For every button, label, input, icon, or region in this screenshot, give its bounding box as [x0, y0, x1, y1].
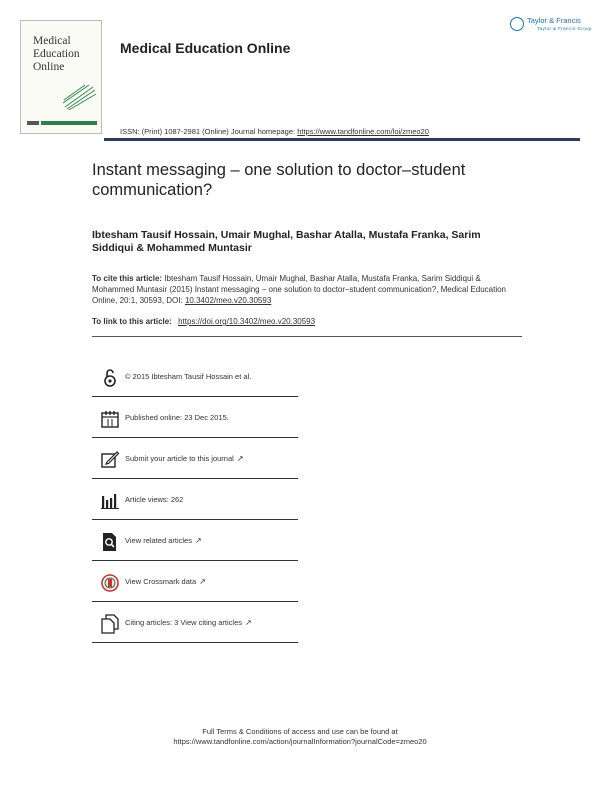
footer-terms-text: Full Terms & Conditions of access and use can be found at	[202, 727, 398, 736]
info-row-related[interactable]	[92, 521, 298, 561]
related-articles-link[interactable]: View related articles	[125, 536, 192, 545]
info-row-citing[interactable]	[92, 603, 298, 643]
info-row-copyright	[92, 357, 298, 397]
journal-cover	[20, 20, 102, 134]
info-row-submit[interactable]	[92, 439, 298, 479]
info-row-views	[92, 480, 298, 520]
cover-bar	[41, 121, 97, 125]
submit-article-link[interactable]: Submit your article to this journal	[125, 454, 234, 463]
info-row-text	[125, 577, 206, 586]
article-authors: Ibtesham Tausif Hossain, Umair Mughal, Bashar Atalla, Mustafa Franka, Sarim Siddiqui & Mohammed Muntasir	[92, 229, 481, 254]
info-row-published	[92, 398, 298, 438]
cover-title-line: Education	[33, 48, 80, 60]
info-row-text: Published online: 23 Dec 2015.	[125, 413, 229, 422]
publisher-logo[interactable]	[510, 15, 590, 35]
section-divider	[92, 336, 522, 337]
info-row-text: © 2015 Ibtesham Tausif Hossain et al.	[125, 372, 252, 381]
issn-text: ISSN: (Print) 1087-2981 (Online) Journal homepage:	[120, 127, 296, 136]
citation-label: To cite this article:	[92, 274, 163, 283]
cover-graphic-icon	[63, 81, 97, 111]
doi-link[interactable]: 10.3402/meo.v20.30593	[184, 296, 272, 305]
article-link-line	[92, 317, 315, 326]
article-link-label: To link to this article:	[92, 317, 172, 326]
external-link-icon: ↗	[199, 577, 206, 586]
article-title: Instant messaging – one solution to doctor–student communication?	[92, 161, 466, 199]
bar-chart-icon	[100, 491, 120, 511]
cover-title	[33, 35, 80, 74]
header-divider	[104, 138, 580, 141]
crossmark-link[interactable]: View Crossmark data	[125, 577, 197, 586]
citing-articles-link[interactable]: Citing articles: 3 View citing articles	[125, 618, 242, 627]
cover-title-line: Medical	[33, 35, 71, 47]
article-link[interactable]: https://doi.org/10.3402/meo.v20.30593	[178, 317, 316, 326]
submit-icon	[100, 450, 120, 470]
journal-title[interactable]: Medical Education Online	[120, 40, 291, 56]
cover-bar	[27, 121, 39, 125]
info-row-text	[125, 454, 244, 463]
external-link-icon: ↗	[245, 618, 252, 627]
info-row-text	[125, 618, 252, 627]
crossmark-icon	[100, 573, 120, 593]
publisher-group: Taylor & Francis Group	[537, 26, 592, 31]
footer	[0, 727, 600, 747]
info-row-text: Article views: 262	[125, 495, 184, 504]
info-row-text	[125, 536, 202, 545]
external-link-icon: ↗	[236, 454, 244, 463]
related-articles-icon	[100, 532, 120, 552]
cover-title-line: Online	[33, 61, 65, 73]
calendar-icon	[100, 409, 120, 429]
footer-terms-link[interactable]: https://www.tandfonline.com/action/journalInformation?journalCode=zmeo20	[173, 737, 427, 746]
info-row-crossmark[interactable]	[92, 562, 298, 602]
open-access-icon	[100, 368, 120, 388]
external-link-icon: ↗	[194, 536, 202, 545]
journal-homepage-link[interactable]: https://www.tandfonline.com/loi/zmeo20	[297, 127, 429, 136]
publisher-logo-icon	[510, 17, 524, 31]
citing-articles-icon	[100, 614, 120, 634]
publisher-name: Taylor & Francis	[527, 16, 581, 25]
issn-line	[120, 127, 429, 136]
citation-text: Ibtesham Tausif Hossain, Umair Mughal, Bashar Atalla, Mustafa Franka, Sarim Siddiqui & Mohammed Muntasir (2015) Instant messaging – one solution to doctor–student communication?, Medical Education Online, 20:1, 30593, DOI:	[92, 274, 507, 305]
citation-block	[92, 273, 522, 306]
